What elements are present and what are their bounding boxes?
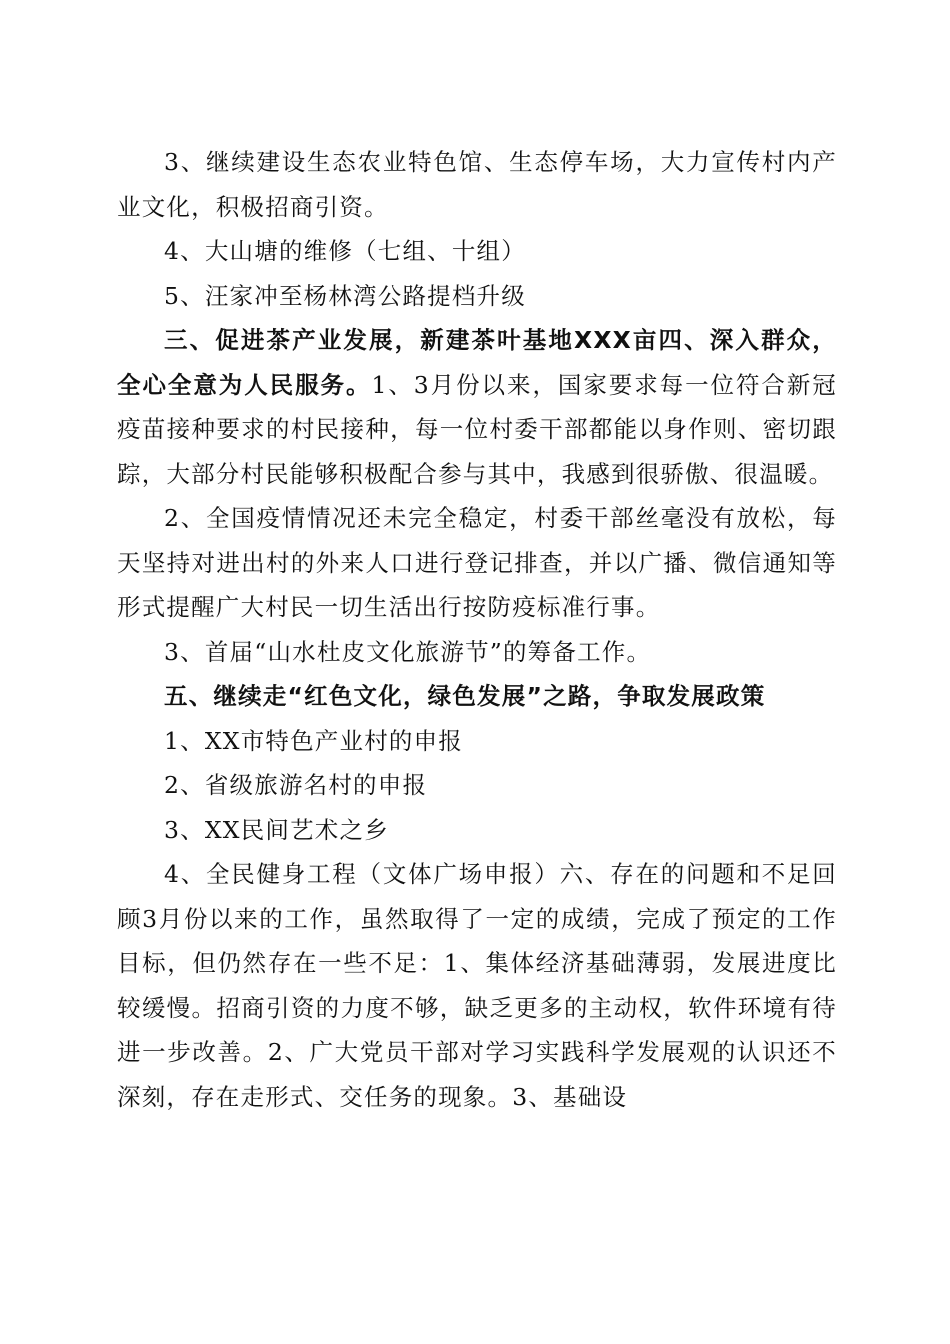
paragraph-epidemic-control [117,496,837,630]
paragraph-text: 5、汪家冲至杨林湾公路提档升级 [164,281,526,310]
paragraph-item-3-ecology [117,140,837,229]
paragraph-section-3-and-4 [117,318,837,496]
paragraph-item-3-folk-art [117,808,837,853]
paragraph-tourism-festival [117,630,837,675]
section-heading: 三、促进茶产业发展，新建茶叶基地XXX亩四、深入群众，全心全意为人民服务。 [117,326,837,399]
paragraph-item-1-industry-village [117,719,837,764]
paragraph-text: 3、首届“山水杜皮文化旅游节”的筹备工作。 [164,637,652,666]
paragraph-section-5-heading [117,674,837,719]
paragraph-text: 4、全民健身工程（文体广场申报）六、存在的问题和不足回顾3月份以来的工作，虽然取得了一定的成绩，完成了预定的工作目标，但仍然存在一些不足：1、集体经济基础薄弱，发展进度比较缓慢。招商引资的力度不够，缺乏更多的主动权，软件环境有待进一步改善。2、广大党员干部对学习实践科学发展观的认识还不深刻，存在走形式、交任务的现象。3、基础设 [117,860,837,1111]
paragraph-text: 2、全国疫情情况还未完全稳定，村委干部丝毫没有放松，每天坚持对进出村的外来人口进行登记排查，并以广播、微信通知等形式提醒广大村民一切生活出行按防疫标准行事。 [117,504,837,621]
paragraph-item-4-fitness-and-problems [117,852,837,1119]
section-heading: 五、继续走“红色文化，绿色发展”之路，争取发展政策 [164,682,766,710]
paragraph-text: 1、3月份以来，国家要求每一位符合新冠疫苗接种要求的村民接种，每一位村委干部都能以身作则、密切跟踪，大部分村民能够积极配合参与其中，我感到很骄傲、很温暖。 [117,370,838,488]
paragraph-text: 2、省级旅游名村的申报 [164,771,428,799]
paragraph-text: 4、大山塘的维修（七组、十组） [164,237,526,265]
paragraph-text: 3、XX民间艺术之乡 [164,815,389,844]
paragraph-item-4-pond-repair [117,229,837,274]
document-body [117,140,837,1119]
paragraph-text: 1、XX市特色产业村的申报 [164,726,464,755]
paragraph-text: 3、继续建设生态农业特色馆、生态停车场，大力宣传村内产业文化，积极招商引资。 [117,148,837,221]
paragraph-item-5-road-upgrade [117,274,837,319]
paragraph-item-2-tourism-village [117,763,837,808]
